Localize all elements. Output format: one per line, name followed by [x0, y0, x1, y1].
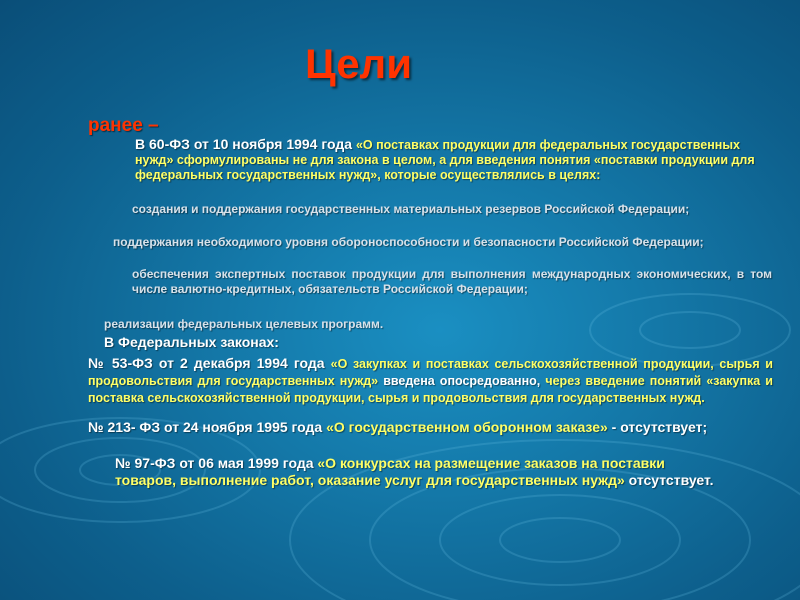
law-53-mid: введена опосредованно,	[378, 374, 546, 388]
law-53-quote: «О закупках и поставках сельскохозяйственной продукции, сырья и продовольствия для государственных нужд»	[88, 357, 773, 388]
earlier-label: ранее –	[88, 115, 159, 136]
law-97-text: отсутствует.	[624, 472, 714, 488]
law-97-paragraph	[115, 455, 725, 489]
law-213-quote: «О государственном оборонном заказе»	[326, 419, 608, 435]
law-213-ref: № 213- ФЗ от 24 ноября 1995 года	[88, 419, 327, 435]
law-97-quote: «О конкурсах на размещение заказов на поставки товаров, выполнение работ, оказание услуг для государственных нужд»	[115, 455, 665, 488]
law-53-paragraph	[88, 355, 773, 406]
federal-laws-header: В Федеральных законах:	[104, 334, 279, 350]
goal-item: создания и поддержания государственных материальных резервов Российской Федерации;	[132, 202, 690, 216]
law-53-ref: № 53-ФЗ от 2 декабря 1994 года	[88, 355, 331, 371]
law-213-text: - отсутствует;	[607, 419, 708, 435]
law-97-ref: № 97-ФЗ от 06 мая 1999 года	[115, 455, 318, 471]
slide-title: Цели	[305, 40, 413, 87]
law-60-paragraph	[135, 137, 775, 183]
goal-item: обеспечения экспертных поставок продукции для выполнения международных экономических, в том числе валютно-кредитных, обязательств Российской Федерации;	[132, 267, 772, 296]
goal-item: реализации федеральных целевых программ.	[104, 317, 384, 331]
goal-item: поддержания необходимого уровня обороноспособности и безопасности Российской Федерации;	[113, 235, 704, 249]
law-213-paragraph	[88, 419, 748, 436]
law-60-ref: В 60-ФЗ от 10 ноября 1994 года	[135, 136, 356, 152]
law-60-quote: «О поставках продукции для федеральных государственных нужд»	[135, 138, 740, 167]
law-60-text: сформулированы не для закона в целом, а для введения понятия «поставки продукции для федеральных государственных нужд», которые осуществлялись в целях:	[135, 153, 755, 182]
law-53-text: через введение понятий «закупка и поставка сельскохозяйственной продукции, сырья и продовольствия для государственных нужд.	[88, 374, 773, 405]
